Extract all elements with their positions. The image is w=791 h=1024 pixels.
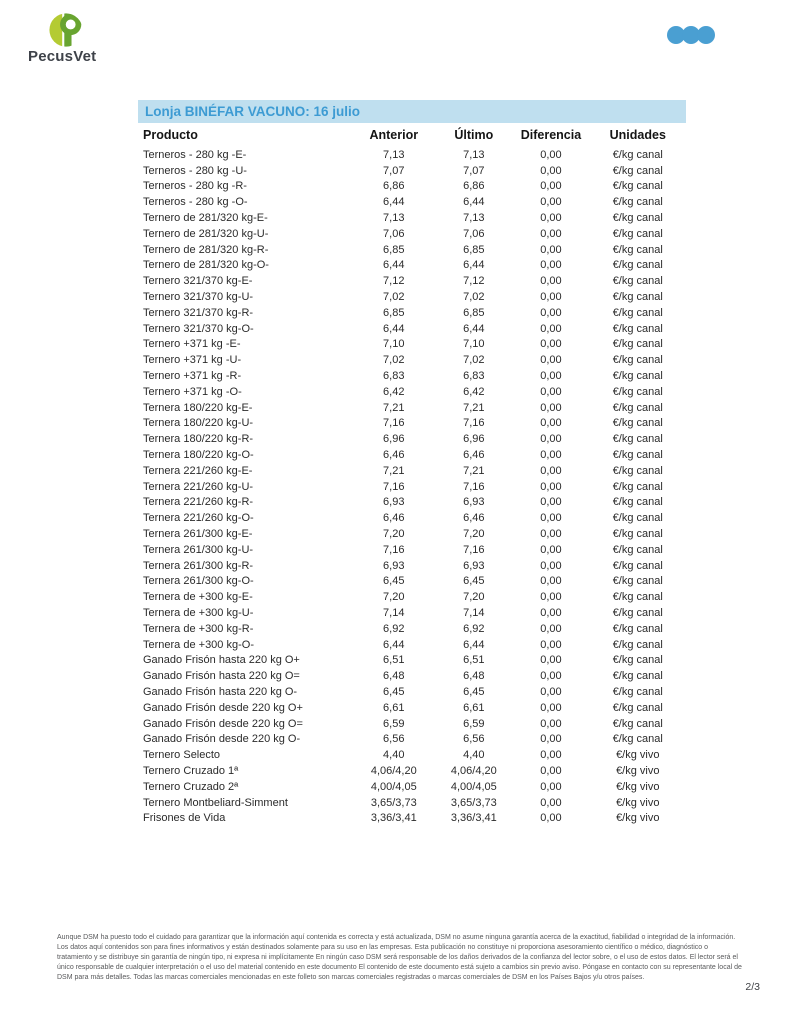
ultimo-cell: 6,45 <box>463 575 485 588</box>
table-row <box>138 179 686 195</box>
ultimo-cell: 7,02 <box>463 291 485 304</box>
product-cell: Ternero +371 kg -E- <box>143 338 241 351</box>
ultimo-cell: 7,06 <box>463 227 485 240</box>
anterior-cell: 3,36/3,41 <box>370 812 417 825</box>
diferencia-cell: 0,00 <box>540 291 562 304</box>
diferencia-cell: 0,00 <box>540 796 562 809</box>
ultimo-cell: 6,83 <box>463 370 485 383</box>
anterior-cell: 6,44 <box>383 196 405 209</box>
diferencia-cell: 0,00 <box>540 638 562 651</box>
diferencia-cell: 0,00 <box>540 401 562 414</box>
ultimo-cell: 7,20 <box>463 591 485 604</box>
table-row <box>138 589 686 605</box>
ultimo-cell: 3,36/3,41 <box>450 812 497 825</box>
unidades-cell: €/kg canal <box>612 291 663 304</box>
table-row <box>138 731 686 747</box>
product-cell: Ganado Frisón desde 220 kg O= <box>143 717 303 730</box>
product-cell: Ganado Frisón desde 220 kg O- <box>143 733 301 746</box>
ultimo-cell: 4,06/4,20 <box>450 764 497 777</box>
product-cell: Terneros - 280 kg -U- <box>143 164 247 177</box>
ultimo-cell: 6,51 <box>463 654 485 667</box>
diferencia-cell: 0,00 <box>540 749 562 762</box>
ultimo-cell: 7,02 <box>463 354 485 367</box>
table-row <box>138 321 686 337</box>
table-row <box>138 747 686 763</box>
unidades-cell: €/kg canal <box>612 306 663 319</box>
anterior-cell: 7,02 <box>383 354 405 367</box>
product-cell: Ternera 261/300 kg-R- <box>143 559 254 572</box>
unidades-cell: €/kg vivo <box>616 796 660 809</box>
product-cell: Ganado Frisón desde 220 kg O+ <box>143 701 303 714</box>
unidades-cell: €/kg canal <box>612 180 663 193</box>
unidades-cell: €/kg canal <box>612 638 663 651</box>
product-cell: Ganado Frisón hasta 220 kg O- <box>143 685 298 698</box>
unidades-cell: €/kg vivo <box>616 749 660 762</box>
table-row <box>138 495 686 511</box>
table-row <box>138 810 686 826</box>
diferencia-cell: 0,00 <box>540 306 562 319</box>
ultimo-cell: 6,48 <box>463 670 485 683</box>
diferencia-cell: 0,00 <box>540 591 562 604</box>
table-row <box>138 574 686 590</box>
unidades-cell: €/kg canal <box>612 528 663 541</box>
table-row <box>138 289 686 305</box>
diferencia-cell: 0,00 <box>540 733 562 746</box>
product-cell: Ternera de +300 kg-O- <box>143 638 254 651</box>
product-cell: Ternero Cruzado 2ª <box>143 780 239 793</box>
anterior-cell: 7,16 <box>383 543 405 556</box>
anterior-cell: 7,16 <box>383 480 405 493</box>
unidades-cell: €/kg canal <box>612 212 663 225</box>
unidades-cell: €/kg canal <box>612 464 663 477</box>
unidades-cell: €/kg vivo <box>616 812 660 825</box>
ultimo-cell: 6,96 <box>463 433 485 446</box>
anterior-cell: 6,45 <box>383 575 405 588</box>
unidades-cell: €/kg canal <box>612 622 663 635</box>
product-cell: Ternero de 281/320 kg-U- <box>143 227 269 240</box>
table-row <box>138 352 686 368</box>
diferencia-cell: 0,00 <box>540 670 562 683</box>
anterior-cell: 4,40 <box>383 749 405 762</box>
diferencia-cell: 0,00 <box>540 148 562 161</box>
diferencia-cell: 0,00 <box>540 227 562 240</box>
diferencia-cell: 0,00 <box>540 354 562 367</box>
anterior-cell: 4,06/4,20 <box>370 764 417 777</box>
product-cell: Frisones de Vida <box>143 812 226 825</box>
ultimo-cell: 7,13 <box>463 148 485 161</box>
anterior-cell: 6,61 <box>383 701 405 714</box>
ultimo-cell: 6,44 <box>463 259 485 272</box>
diferencia-cell: 0,00 <box>540 622 562 635</box>
unidades-cell: €/kg canal <box>612 338 663 351</box>
product-cell: Terneros - 280 kg -R- <box>143 180 247 193</box>
anterior-cell: 6,93 <box>383 496 405 509</box>
ultimo-cell: 4,00/4,05 <box>450 780 497 793</box>
table-row <box>138 668 686 684</box>
diferencia-cell: 0,00 <box>540 812 562 825</box>
unidades-cell: €/kg canal <box>612 259 663 272</box>
table-row <box>138 210 686 226</box>
price-report <box>138 100 686 826</box>
product-cell: Ternera 261/300 kg-E- <box>143 528 253 541</box>
unidades-cell: €/kg canal <box>612 717 663 730</box>
anterior-cell: 6,85 <box>383 243 405 256</box>
anterior-cell: 6,45 <box>383 685 405 698</box>
product-cell: Ternera 221/260 kg-E- <box>143 464 253 477</box>
unidades-cell: €/kg canal <box>612 227 663 240</box>
diferencia-cell: 0,00 <box>540 496 562 509</box>
ultimo-cell: 6,61 <box>463 701 485 714</box>
ultimo-cell: 6,56 <box>463 733 485 746</box>
product-cell: Ternera de +300 kg-E- <box>143 591 253 604</box>
unidades-cell: €/kg canal <box>612 370 663 383</box>
diferencia-cell: 0,00 <box>540 717 562 730</box>
product-cell: Ternero Cruzado 1ª <box>143 764 239 777</box>
table-row <box>138 684 686 700</box>
ultimo-cell: 6,44 <box>463 638 485 651</box>
ultimo-cell: 6,59 <box>463 717 485 730</box>
anterior-cell: 6,42 <box>383 385 405 398</box>
product-cell: Ternero de 281/320 kg-O- <box>143 259 269 272</box>
column-header-unidades: Unidades <box>609 128 666 142</box>
product-cell: Ternero 321/370 kg-U- <box>143 291 254 304</box>
ultimo-cell: 7,13 <box>463 212 485 225</box>
product-cell: Ternero Selecto <box>143 749 221 762</box>
unidades-cell: €/kg canal <box>612 543 663 556</box>
table-header-row <box>138 125 686 145</box>
unidades-cell: €/kg canal <box>612 275 663 288</box>
anterior-cell: 7,07 <box>383 164 405 177</box>
diferencia-cell: 0,00 <box>540 449 562 462</box>
diferencia-cell: 0,00 <box>540 322 562 335</box>
ultimo-cell: 6,93 <box>463 496 485 509</box>
unidades-cell: €/kg canal <box>612 607 663 619</box>
product-cell: Ternero 321/370 kg-O- <box>143 322 254 335</box>
ultimo-cell: 7,07 <box>463 164 485 177</box>
table-row <box>138 400 686 416</box>
unidades-cell: €/kg canal <box>612 701 663 714</box>
table-row <box>138 147 686 163</box>
diferencia-cell: 0,00 <box>540 764 562 777</box>
product-cell: Ternero de 281/320 kg-R- <box>143 243 269 256</box>
diferencia-cell: 0,00 <box>540 275 562 288</box>
dot-icon <box>697 26 715 44</box>
unidades-cell: €/kg canal <box>612 512 663 525</box>
product-cell: Ternera 261/300 kg-U- <box>143 543 254 556</box>
table-row <box>138 653 686 669</box>
page-number: 2/3 <box>745 981 760 993</box>
unidades-cell: €/kg canal <box>612 433 663 446</box>
product-cell: Ternero de 281/320 kg-E- <box>143 212 268 225</box>
ultimo-cell: 7,12 <box>463 275 485 288</box>
diferencia-cell: 0,00 <box>540 385 562 398</box>
anterior-cell: 7,14 <box>383 607 405 619</box>
diferencia-cell: 0,00 <box>540 480 562 493</box>
product-cell: Ternera 180/220 kg-R- <box>143 433 254 446</box>
anterior-cell: 7,16 <box>383 417 405 430</box>
product-cell: Ganado Frisón hasta 220 kg O+ <box>143 654 300 667</box>
diferencia-cell: 0,00 <box>540 654 562 667</box>
ultimo-cell: 6,93 <box>463 559 485 572</box>
anterior-cell: 6,44 <box>383 638 405 651</box>
anterior-cell: 7,12 <box>383 275 405 288</box>
ultimo-cell: 7,16 <box>463 480 485 493</box>
product-cell: Ternera de +300 kg-R- <box>143 622 254 635</box>
anterior-cell: 6,46 <box>383 512 405 525</box>
brand-name: PecusVet <box>28 48 97 65</box>
diferencia-cell: 0,00 <box>540 196 562 209</box>
unidades-cell: €/kg canal <box>612 591 663 604</box>
anterior-cell: 7,21 <box>383 401 405 414</box>
diferencia-cell: 0,00 <box>540 259 562 272</box>
anterior-cell: 6,86 <box>383 180 405 193</box>
table-row <box>138 621 686 637</box>
unidades-cell: €/kg canal <box>612 685 663 698</box>
unidades-cell: €/kg canal <box>612 733 663 746</box>
product-cell: Ternero 321/370 kg-R- <box>143 306 254 319</box>
unidades-cell: €/kg canal <box>612 148 663 161</box>
anterior-cell: 6,93 <box>383 559 405 572</box>
unidades-cell: €/kg canal <box>612 670 663 683</box>
diferencia-cell: 0,00 <box>540 685 562 698</box>
product-cell: Ternero 321/370 kg-E- <box>143 275 253 288</box>
anterior-cell: 6,44 <box>383 259 405 272</box>
table-row <box>138 558 686 574</box>
table-row <box>138 779 686 795</box>
anterior-cell: 6,56 <box>383 733 405 746</box>
anterior-cell: 6,48 <box>383 670 405 683</box>
table-row <box>138 258 686 274</box>
ultimo-cell: 6,42 <box>463 385 485 398</box>
ultimo-cell: 7,21 <box>463 401 485 414</box>
anterior-cell: 7,02 <box>383 291 405 304</box>
anterior-cell: 4,00/4,05 <box>370 780 417 793</box>
anterior-cell: 6,83 <box>383 370 405 383</box>
unidades-cell: €/kg canal <box>612 496 663 509</box>
unidades-cell: €/kg canal <box>612 322 663 335</box>
table-row <box>138 447 686 463</box>
anterior-cell: 6,46 <box>383 449 405 462</box>
table-row <box>138 510 686 526</box>
unidades-cell: €/kg canal <box>612 164 663 177</box>
table-row <box>138 368 686 384</box>
product-cell: Ternera 180/220 kg-U- <box>143 417 254 430</box>
column-header-producto: Producto <box>143 128 198 142</box>
product-cell: Ternera 261/300 kg-O- <box>143 575 254 588</box>
table-row <box>138 605 686 621</box>
anterior-cell: 7,10 <box>383 338 405 351</box>
anterior-cell: 7,21 <box>383 464 405 477</box>
table-row <box>138 384 686 400</box>
diferencia-cell: 0,00 <box>540 180 562 193</box>
diferencia-cell: 0,00 <box>540 528 562 541</box>
anterior-cell: 3,65/3,73 <box>370 796 417 809</box>
unidades-cell: €/kg canal <box>612 417 663 430</box>
product-cell: Ternero +371 kg -R- <box>143 370 242 383</box>
diferencia-cell: 0,00 <box>540 512 562 525</box>
ultimo-cell: 6,92 <box>463 622 485 635</box>
table-row <box>138 526 686 542</box>
table-row <box>138 716 686 732</box>
section-title-banner: Lonja BINÉFAR VACUNO: 16 julio <box>138 100 686 123</box>
anterior-cell: 7,20 <box>383 528 405 541</box>
table-row <box>138 273 686 289</box>
price-table <box>138 147 686 826</box>
table-row <box>138 795 686 811</box>
table-row <box>138 431 686 447</box>
diferencia-cell: 0,00 <box>540 338 562 351</box>
ultimo-cell: 6,45 <box>463 685 485 698</box>
table-row <box>138 637 686 653</box>
anterior-cell: 7,13 <box>383 212 405 225</box>
unidades-cell: €/kg canal <box>612 575 663 588</box>
pecusvet-logo-icon <box>49 13 83 47</box>
ultimo-cell: 6,44 <box>463 322 485 335</box>
product-cell: Ternera 221/260 kg-O- <box>143 512 254 525</box>
product-cell: Ternera 221/260 kg-R- <box>143 496 254 509</box>
diferencia-cell: 0,00 <box>540 543 562 556</box>
product-cell: Ternero +371 kg -U- <box>143 354 242 367</box>
ultimo-cell: 4,40 <box>463 749 485 762</box>
product-cell: Terneros - 280 kg -O- <box>143 196 248 209</box>
anterior-cell: 6,44 <box>383 322 405 335</box>
table-row <box>138 542 686 558</box>
unidades-cell: €/kg canal <box>612 401 663 414</box>
diferencia-cell: 0,00 <box>540 701 562 714</box>
table-row <box>138 163 686 179</box>
product-cell: Ternero Montbeliard-Simment <box>143 796 288 809</box>
diferencia-cell: 0,00 <box>540 370 562 383</box>
unidades-cell: €/kg vivo <box>616 780 660 793</box>
diferencia-cell: 0,00 <box>540 575 562 588</box>
unidades-cell: €/kg canal <box>612 196 663 209</box>
anterior-cell: 7,13 <box>383 148 405 161</box>
anterior-cell: 6,85 <box>383 306 405 319</box>
column-header-anterior: Anterior <box>369 128 419 142</box>
table-row <box>138 194 686 210</box>
product-cell: Ternera de +300 kg-U- <box>143 607 254 619</box>
table-row <box>138 763 686 779</box>
diferencia-cell: 0,00 <box>540 464 562 477</box>
product-cell: Ternera 180/220 kg-O- <box>143 449 254 462</box>
anterior-cell: 6,59 <box>383 717 405 730</box>
diferencia-cell: 0,00 <box>540 164 562 177</box>
table-row <box>138 226 686 242</box>
diferencia-cell: 0,00 <box>540 780 562 793</box>
ultimo-cell: 3,65/3,73 <box>450 796 497 809</box>
ultimo-cell: 6,46 <box>463 512 485 525</box>
anterior-cell: 6,96 <box>383 433 405 446</box>
unidades-cell: €/kg canal <box>612 654 663 667</box>
unidades-cell: €/kg canal <box>612 559 663 572</box>
table-row <box>138 242 686 258</box>
ultimo-cell: 7,20 <box>463 528 485 541</box>
unidades-cell: €/kg canal <box>612 449 663 462</box>
ultimo-cell: 7,16 <box>463 543 485 556</box>
diferencia-cell: 0,00 <box>540 433 562 446</box>
diferencia-cell: 0,00 <box>540 607 562 619</box>
ultimo-cell: 7,21 <box>463 464 485 477</box>
ultimo-cell: 7,16 <box>463 417 485 430</box>
ultimo-cell: 6,85 <box>463 306 485 319</box>
column-header-ultimo: Último <box>454 128 494 142</box>
ultimo-cell: 6,46 <box>463 449 485 462</box>
product-cell: Ternera 221/260 kg-U- <box>143 480 254 493</box>
diferencia-cell: 0,00 <box>540 417 562 430</box>
product-cell: Ganado Frisón hasta 220 kg O= <box>143 670 300 683</box>
unidades-cell: €/kg canal <box>612 354 663 367</box>
unidades-cell: €/kg canal <box>612 480 663 493</box>
pecusvet-logo <box>28 13 118 65</box>
diferencia-cell: 0,00 <box>540 243 562 256</box>
table-row <box>138 700 686 716</box>
product-cell: Ternero +371 kg -O- <box>143 385 242 398</box>
table-row <box>138 416 686 432</box>
unidades-cell: €/kg vivo <box>616 764 660 777</box>
ultimo-cell: 7,14 <box>463 607 485 619</box>
product-cell: Ternera 180/220 kg-E- <box>143 401 253 414</box>
table-row <box>138 479 686 495</box>
disclaimer-text: Aunque DSM ha puesto todo el cuidado para garantizar que la información aquí contenida es correcta y está actualizada, DSM no asume ninguna garantía acerca de la exactitud, fiabilidad o integridad de la información. Los datos aquí contenidos son para fines informativos y están destinados solamente para su uso en las empresas. Esta publicación no constituye ni proporciona asesoramiento científico o médico, diagnóstico o tratamiento y se distribuye sin garantía de ningún tipo, ni expresa ni implícitamente En ningún caso DSM será responsable de los daños derivados de la confianza del lector sobre, o el uso de estos datos. El lector será el único responsable de cualquier interpretación o el uso del material contenido en este documento El contenido de este documento está sujeto a cambios sin previo aviso. Póngase en contacto con su representante local de DSM para más detalles. Todas las marcas comerciales mencionadas en este folleto son marcas comerciales registradas o marcas comerciales de DSM en los Países Bajos y/u otros países. <box>57 934 742 981</box>
unidades-cell: €/kg canal <box>612 243 663 256</box>
anterior-cell: 6,51 <box>383 654 405 667</box>
column-header-diferencia: Diferencia <box>520 128 582 142</box>
diferencia-cell: 0,00 <box>540 559 562 572</box>
product-cell: Terneros - 280 kg -E- <box>143 148 247 161</box>
ultimo-cell: 6,85 <box>463 243 485 256</box>
table-row <box>138 305 686 321</box>
anterior-cell: 6,92 <box>383 622 405 635</box>
table-row <box>138 463 686 479</box>
unidades-cell: €/kg canal <box>612 385 663 398</box>
anterior-cell: 7,20 <box>383 591 405 604</box>
ultimo-cell: 7,10 <box>463 338 485 351</box>
ultimo-cell: 6,86 <box>463 180 485 193</box>
table-row <box>138 337 686 353</box>
ultimo-cell: 6,44 <box>463 196 485 209</box>
anterior-cell: 7,06 <box>383 227 405 240</box>
brand-dots-icon <box>667 26 715 44</box>
diferencia-cell: 0,00 <box>540 212 562 225</box>
